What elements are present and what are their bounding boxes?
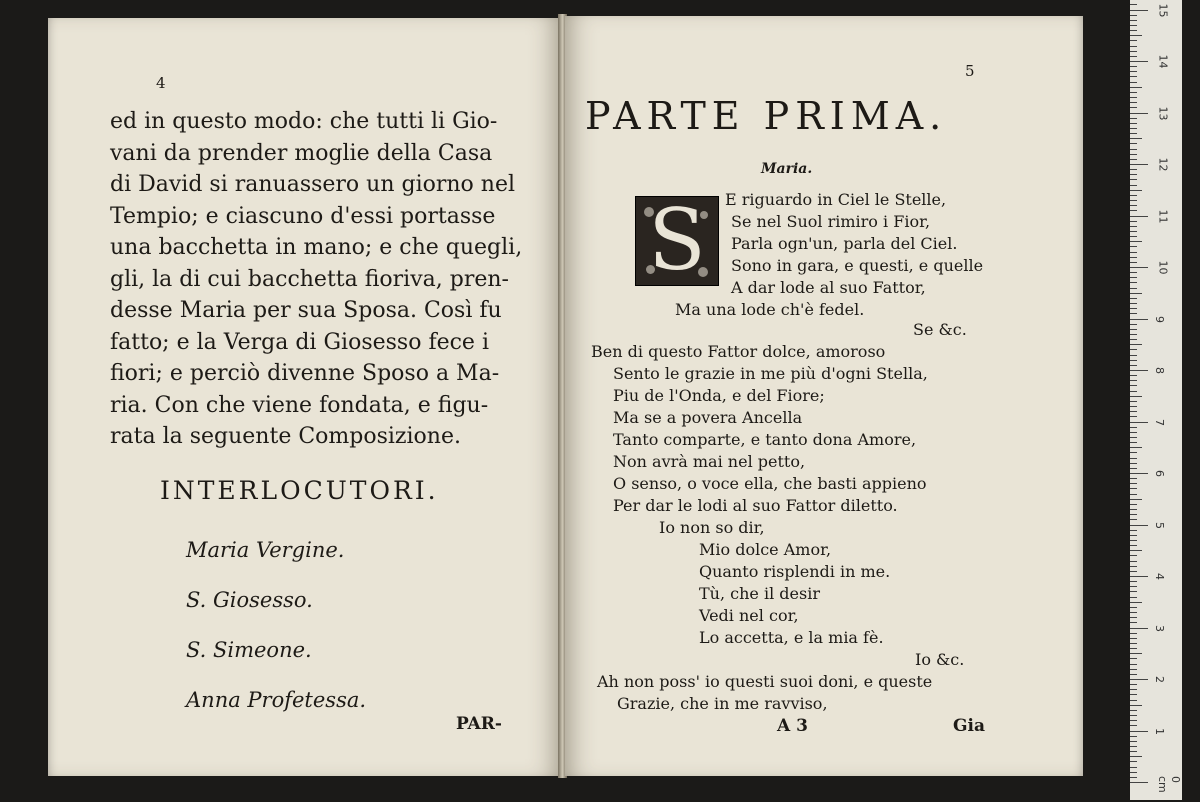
ruler-tick [1130,298,1137,299]
ruler-tick [1130,514,1137,515]
ruler-tick [1130,303,1137,304]
ruler-tick [1130,591,1137,592]
catchword-left: PAR- [456,714,502,734]
ruler-tick [1130,97,1137,98]
ruler-tick [1130,118,1137,119]
ruler-tick [1130,427,1137,428]
ruler-tick [1130,128,1137,129]
ruler-number: 3 [1153,624,1166,632]
ruler-tick [1130,581,1137,582]
ruler-tick [1130,231,1137,232]
verse-line: Non avrà mai nel petto, [613,452,806,471]
verse-line: Io non so dir, [659,518,765,537]
ruler-tick [1130,452,1137,453]
ruler-tick [1130,561,1137,562]
ruler-number: 9 [1153,315,1166,323]
ruler-tick [1130,164,1148,165]
verse-line: Per dar le lodi al suo Fattor diletto. [613,496,898,515]
ruler-tick [1130,241,1142,242]
ruler-tick [1130,473,1148,474]
ruler-tick [1130,82,1137,83]
ruler-tick [1130,272,1137,273]
drop-cap-letter: S [648,191,706,289]
ruler-tick [1130,638,1137,639]
ruler-tick [1130,339,1137,340]
verse-line: Piu de l'Onda, e del Fiore; [613,386,825,405]
ruler-tick [1130,437,1137,438]
ruler-number: 8 [1153,367,1166,374]
ruler-tick [1130,777,1137,778]
ruler-tick [1130,319,1148,320]
ruler-tick [1130,329,1137,330]
text-line: vani da prender moglie della Casa [110,140,493,166]
verse-line: Mio dolce Amor, [699,540,832,559]
ruler-tick [1130,380,1137,381]
ruler-tick [1130,545,1137,546]
ruler-tick [1130,720,1137,721]
text-line: di David si ranuassero un giorno nel [110,172,516,197]
ruler-tick [1130,684,1137,685]
ruler-tick [1130,612,1137,613]
ruler-tick [1130,597,1137,598]
ruler-tick [1130,478,1137,479]
ruler-tick [1130,205,1137,206]
ruler-tick [1130,751,1137,752]
ruler-tick [1130,689,1137,690]
ruler-tick [1130,499,1142,500]
drop-cap-initial [635,191,719,289]
verse-line: Tù, che il desir [699,584,820,603]
part-title: PARTE PRIMA. [585,94,948,138]
ruler-tick [1130,694,1137,695]
verse-line: E riguardo in Ciel le Stelle, [725,190,947,209]
ruler-tick [1130,282,1137,283]
text-line: ed in questo modo: che tutti li Gio- [110,109,498,134]
ruler-tick [1130,406,1137,407]
ruler-tick [1130,149,1137,150]
ruler-tick [1130,133,1137,134]
ruler-tick [1130,576,1148,577]
text-line: Tempio; e ciascuno d'essi portasse [110,203,496,229]
ruler-tick [1130,566,1137,567]
ruler-tick [1130,772,1137,773]
ruler-tick [1130,169,1137,170]
ruler-tick [1130,602,1142,603]
ruler-tick [1130,102,1137,103]
ruler-tick [1130,411,1137,412]
ruler-tick [1130,705,1142,706]
text-line: ria. Con che viene fondata, e figu- [110,392,489,418]
ruler-tick [1130,288,1137,289]
ruler-tick [1130,159,1137,160]
ruler-tick [1130,494,1137,495]
ruler-tick [1130,525,1148,526]
verse-line: Se &c. [913,320,967,339]
ruler-number: 0 cm [1156,776,1182,793]
ruler-tick [1130,468,1137,469]
ruler-tick [1130,504,1137,505]
ruler-tick [1130,509,1137,510]
ruler-tick [1130,61,1148,62]
ruler-tick [1130,746,1137,747]
ruler-tick [1130,519,1137,520]
interlocutori-heading: INTERLOCUTORI. [160,476,439,505]
ruler-tick [1130,195,1137,196]
ruler-tick [1130,633,1137,634]
ruler-number: 4 [1153,573,1166,580]
character-simeone: S. Simeone. [186,638,312,662]
ruler-tick [1130,123,1137,124]
ruler-tick [1130,385,1137,386]
ruler-tick [1130,46,1137,47]
ruler-tick [1130,334,1137,335]
ruler-tick [1130,442,1137,443]
ruler-tick [1130,463,1137,464]
left-page [48,18,560,776]
ruler-tick [1130,107,1137,108]
ruler-tick [1130,530,1137,531]
ruler-tick [1130,87,1142,88]
ruler-tick [1130,447,1142,448]
ruler-tick [1130,185,1137,186]
page-number-right: 5 [965,62,975,80]
verse-line: Ma se a povera Ancella [613,408,803,427]
verse-line: Grazie, che in me ravviso, [617,694,828,713]
verse-line: Sono in gara, e questi, e quelle [731,256,984,275]
ruler-tick [1130,736,1137,737]
verse-line: Sento le grazie in me più d'ogni Stella, [613,364,928,383]
ruler-tick [1130,370,1148,371]
ruler-tick [1130,40,1137,41]
page-number-left: 4 [156,74,166,92]
ruler-tick [1130,540,1137,541]
ruler-tick [1130,741,1137,742]
signature-mark: A 3 [777,716,808,736]
verse-line: Se nel Suol rimiro i Fior, [731,212,931,231]
ruler-tick [1130,571,1137,572]
measuring-ruler [1130,0,1182,800]
ruler-tick [1130,138,1142,139]
text-line: fiori; e perciò divenne Sposo a Ma- [110,361,500,386]
ruler-tick [1130,432,1137,433]
text-line: una bacchetta in mano; e che quegli, [110,235,523,260]
ruler-tick [1130,488,1137,489]
verse-line: Quanto risplendi in me. [699,562,891,581]
ruler-tick [1130,349,1137,350]
ruler-number: 6 [1153,470,1166,477]
ruler-tick [1130,66,1137,67]
character-maria: Maria Vergine. [186,538,345,562]
ruler-tick [1130,555,1137,556]
ruler-number: 10 [1156,260,1170,275]
ruler-tick [1130,391,1137,392]
ruler-tick [1130,658,1137,659]
ruler-number: 13 [1156,106,1170,120]
character-anna: Anna Profetessa. [186,688,367,712]
ruler-tick [1130,20,1137,21]
text-line: rata la seguente Composizione. [110,424,461,449]
ruler-tick [1130,200,1137,201]
ruler-tick [1130,246,1137,247]
ruler-tick [1130,756,1142,757]
left-body-text [110,106,550,453]
ruler-tick [1130,628,1148,629]
ruler-tick [1130,674,1137,675]
ruler-tick [1130,710,1137,711]
verse-line: Io &c. [915,650,965,669]
ruler-tick [1130,648,1137,649]
ruler-number: 14 [1156,54,1170,69]
ruler-number: 15 [1156,3,1170,17]
ruler-tick [1130,216,1148,217]
ruler-number: 5 [1153,521,1166,529]
ruler-tick [1130,262,1137,263]
ruler-tick [1130,586,1137,587]
ruler-tick [1130,365,1137,366]
text-line: fatto; e la Verga di Giosesso fece i [110,329,489,355]
ruler-tick [1130,767,1137,768]
ruler-tick [1130,30,1137,31]
ruler-number: 12 [1156,157,1170,172]
ruler-tick [1130,653,1142,654]
ruler-tick [1130,113,1148,114]
ruler-tick [1130,622,1137,623]
ruler-tick [1130,236,1137,237]
character-giosesso: S. Giosesso. [186,588,313,612]
ruler-tick [1130,10,1148,11]
ruler-tick [1130,51,1137,52]
verse-line: Tanto comparte, e tanto dona Amore, [613,430,917,449]
ruler-tick [1130,782,1148,783]
ruler-tick [1130,355,1137,356]
verse-line: O senso, o voce ella, che basti appieno [613,474,927,493]
ruler-tick [1130,700,1137,701]
ruler-tick [1130,550,1142,551]
right-page [565,16,1083,776]
verse-line: Ah non poss' io questi suoi doni, e queste [597,672,933,691]
text-line: desse Maria per sua Sposa. Così fu [110,298,502,323]
ruler-tick [1130,535,1137,536]
ruler-tick [1130,257,1137,258]
ruler-tick [1130,483,1137,484]
verse-line: Ma una lode ch'è fedel. [675,300,865,319]
ruler-tick [1130,344,1142,345]
ruler-tick [1130,396,1142,397]
ruler-number: 1 [1153,727,1166,735]
ruler-tick [1130,607,1137,608]
ruler-tick [1130,458,1137,459]
ruler-tick [1130,15,1137,16]
ruler-tick [1130,71,1137,72]
ruler-tick [1130,422,1148,423]
ruler-tick [1130,190,1142,191]
ruler-tick [1130,174,1137,175]
ruler-tick [1130,725,1137,726]
verse-line: Lo accetta, e la mia fè. [699,628,884,647]
verse-line: Ben di questo Fattor dolce, amoroso [591,342,886,361]
ruler-tick [1130,210,1137,211]
ruler-tick [1130,35,1142,36]
ruler-tick [1130,375,1137,376]
speaker-label: Maria. [761,161,813,177]
ruler-tick [1130,56,1137,57]
ruler-tick [1130,669,1137,670]
ruler-tick [1130,25,1137,26]
ruler-tick [1130,617,1137,618]
ruler-tick [1130,267,1148,268]
ruler-tick [1130,4,1137,5]
ruler-tick [1130,154,1137,155]
ruler-tick [1130,252,1137,253]
ruler-tick [1130,221,1137,222]
ruler-tick [1130,76,1137,77]
verse-line: Vedi nel cor, [699,606,799,625]
ruler-tick [1130,401,1137,402]
ruler-number: 11 [1156,209,1170,223]
verse-line: Parla ogn'un, parla del Ciel. [731,234,958,253]
ruler-tick [1130,226,1137,227]
ruler-tick [1130,293,1142,294]
verse-line: A dar lode al suo Fattor, [731,278,926,297]
ruler-tick [1130,324,1137,325]
ruler-tick [1130,179,1137,180]
ruler-tick [1130,715,1137,716]
ruler-tick [1130,664,1137,665]
catchword-right: Gia [953,716,985,736]
ruler-tick [1130,360,1137,361]
ruler-tick [1130,761,1137,762]
ruler-tick [1130,643,1137,644]
ruler-tick [1130,416,1137,417]
ruler-tick [1130,308,1137,309]
ruler-tick [1130,313,1137,314]
text-line: gli, la di cui bacchetta fioriva, pren- [110,266,509,292]
ruler-tick [1130,277,1137,278]
ruler-tick [1130,92,1137,93]
ruler-tick [1130,731,1148,732]
ruler-tick [1130,143,1137,144]
ruler-number: 7 [1153,418,1166,426]
ruler-number: 2 [1153,676,1166,683]
ruler-tick [1130,679,1148,680]
